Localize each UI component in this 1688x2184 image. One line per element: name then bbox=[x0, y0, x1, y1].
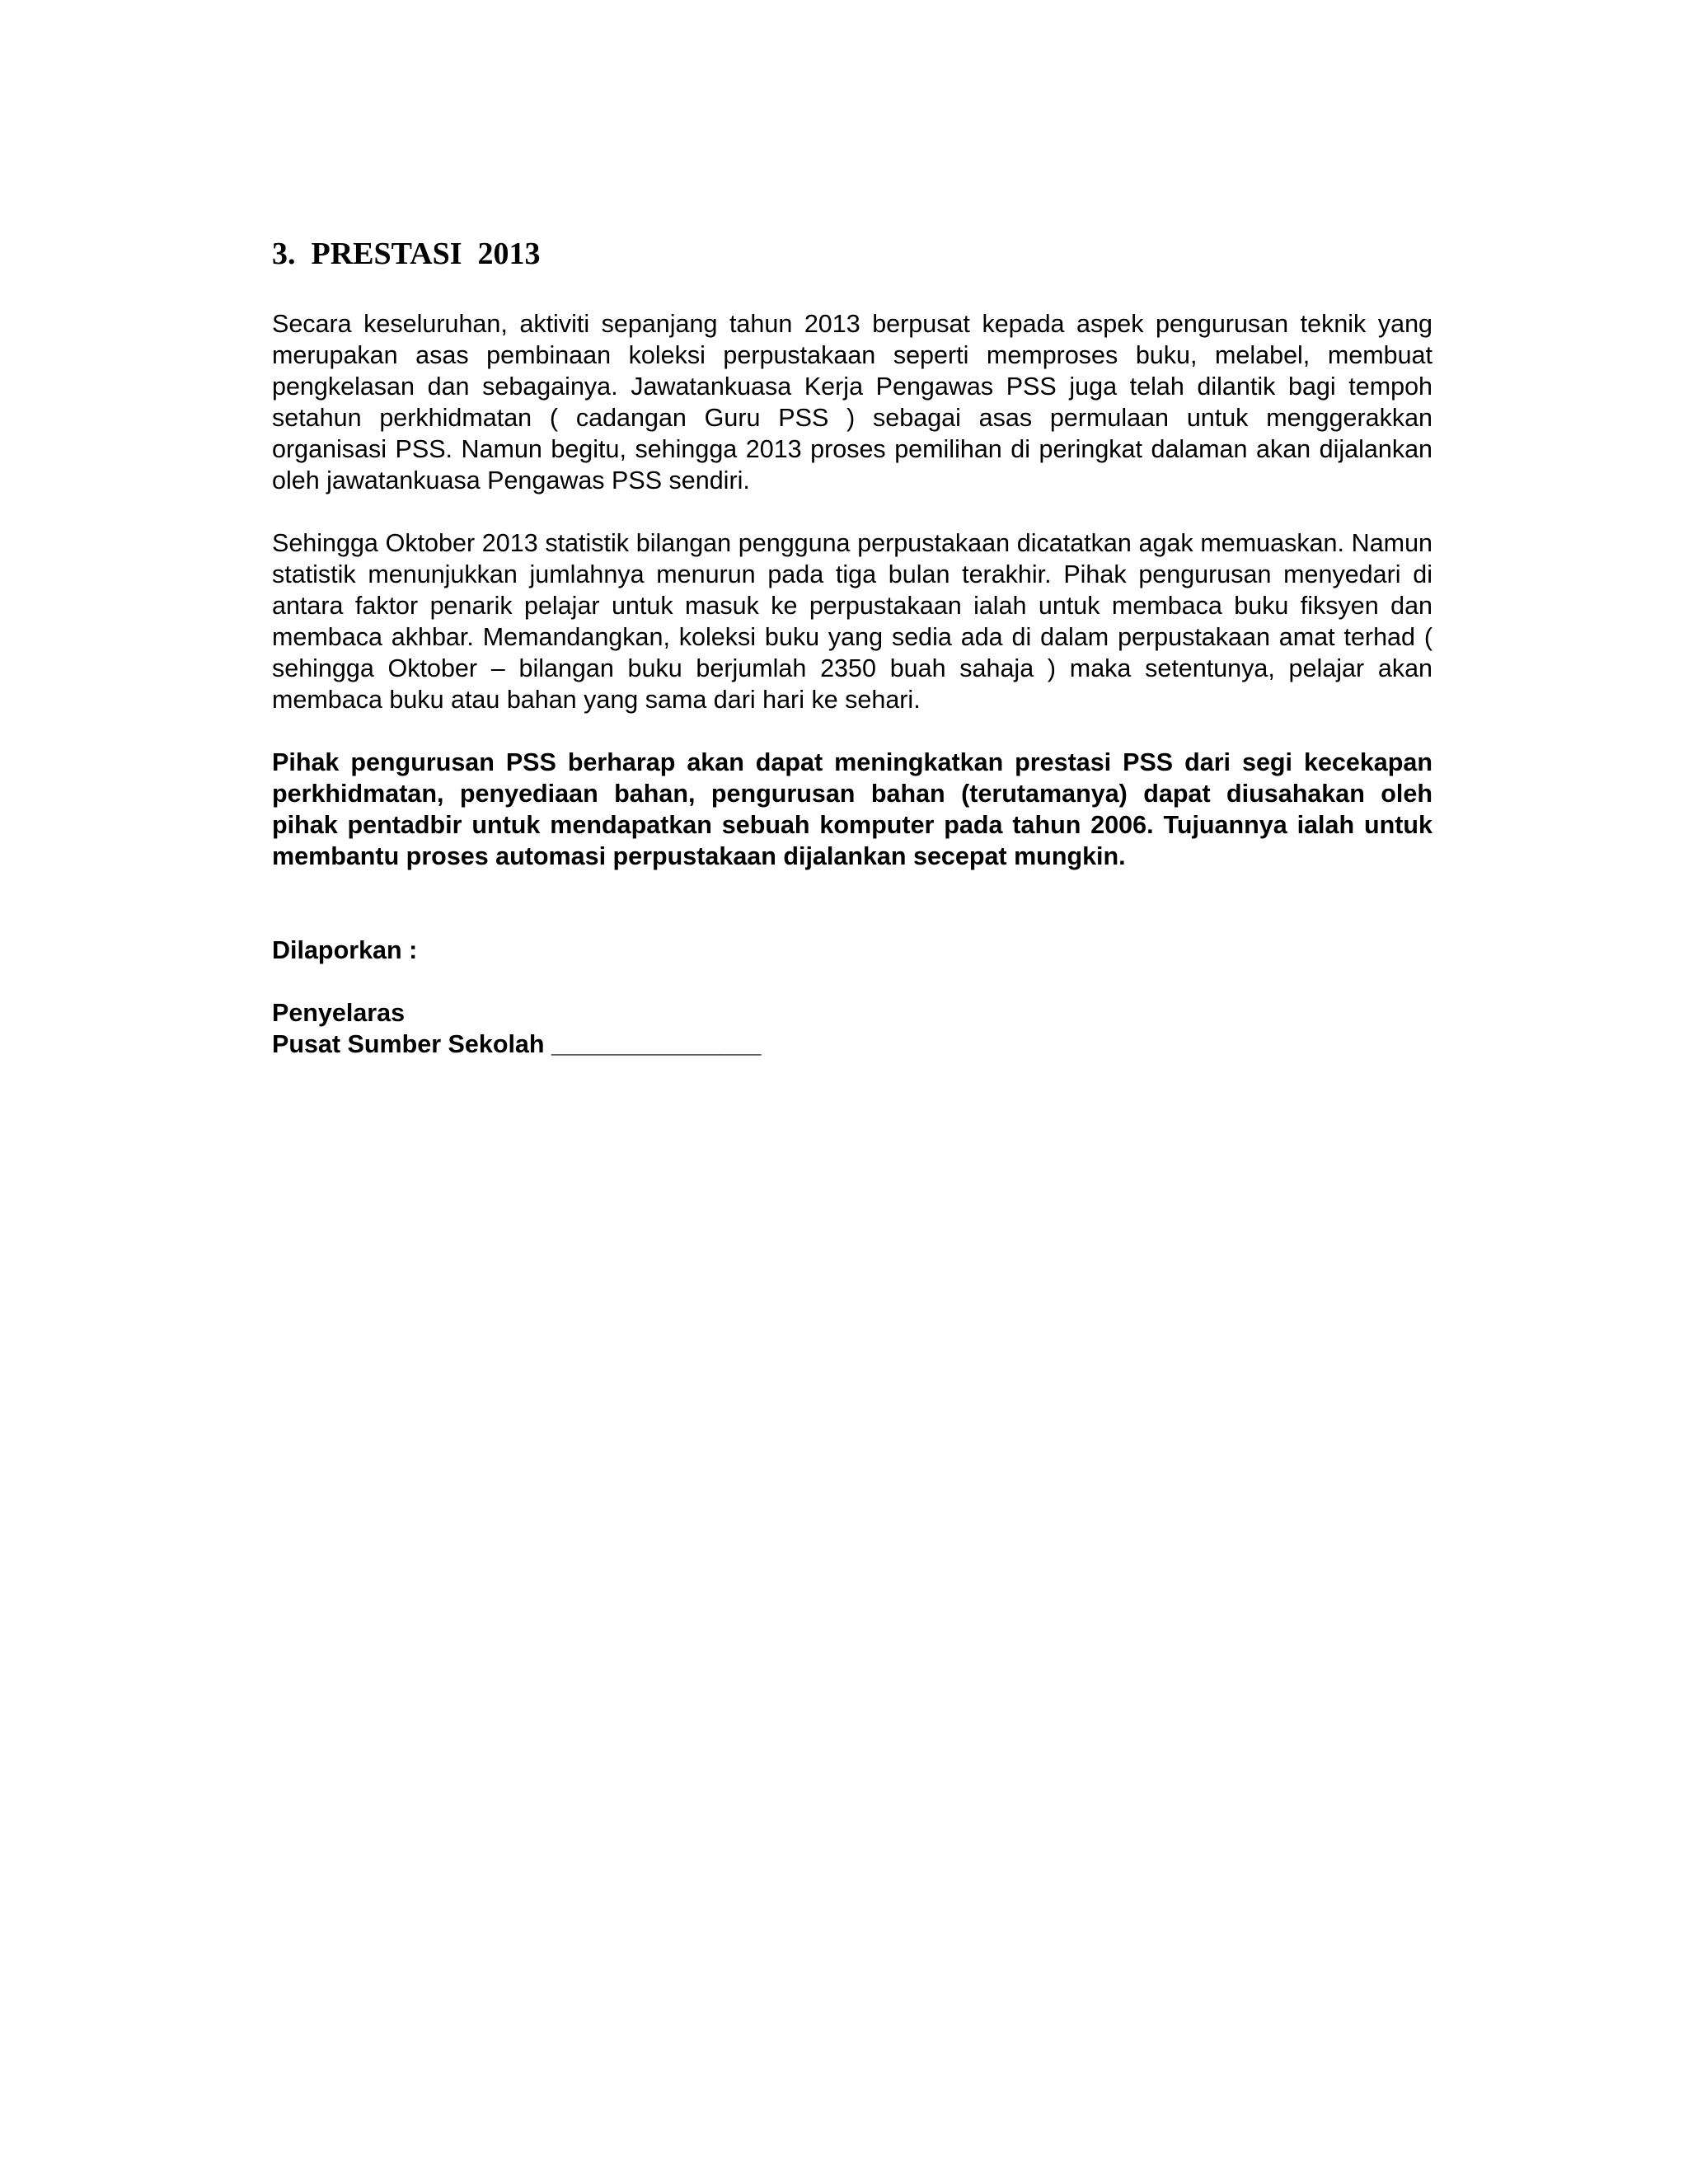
signatory-title: Penyelaras bbox=[272, 999, 406, 1027]
section-heading: 3. PRESTASI 2013 bbox=[272, 237, 541, 271]
signature-block bbox=[272, 997, 1432, 1060]
paragraph-hopes: Pihak pengurusan PSS berharap akan dapat meningkatkan prestasi PSS dari segi kecekapan perkhidmatan, penyediaan bahan, pengurusan bahan (terutamanya) dapat diusahakan oleh pihak pentadbir untuk mendapatkan sebuah komputer pada tahun 2006. Tujuannya ialah untuk membantu proses automasi perpustakaan dijalankan secepat mungkin. bbox=[272, 748, 1432, 870]
paragraph-activities: Secara keseluruhan, aktiviti sepanjang tahun 2013 berpusat kepada aspek pengurusan teknik yang merupakan asas pembinaan koleksi perpustakaan seperti memproses buku, melabel, membuat pengkelasan dan sebagainya. Jawatankuasa Kerja Pengawas PSS juga telah dilantik bagi tempoh setahun perkhidmatan ( cadangan Guru PSS ) sebagai asas permulaan untuk menggerakkan organisasi PSS. Namun begitu, sehingga 2013 proses pemilihan di peringkat dalaman akan dijalankan oleh jawatankuasa Pengawas PSS sendiri. bbox=[272, 310, 1432, 494]
signatory-unit: Pusat Sumber Sekolah _______________ bbox=[272, 1030, 762, 1058]
paragraph-statistics: Sehingga Oktober 2013 statistik bilangan pengguna perpustakaan dicatatkan agak memuaskan. Namun statistik menunjukkan jumlahnya menurun pada tiga bulan terakhir. Pihak pengurusan menyedari di antara faktor penarik pelajar untuk masuk ke perpustakaan ialah untuk membaca buku fiksyen dan membaca akhbar. Memandangkan, koleksi buku yang sedia ada di dalam perpustakaan amat terhad ( sehingga Oktober – bilangan buku berjumlah 2350 buah sahaja ) maka setentunya, pelajar akan membaca buku atau bahan yang sama dari hari ke sehari. bbox=[272, 529, 1432, 714]
document-page bbox=[272, 234, 1432, 1060]
reported-by-label: Dilaporkan : bbox=[272, 936, 418, 964]
